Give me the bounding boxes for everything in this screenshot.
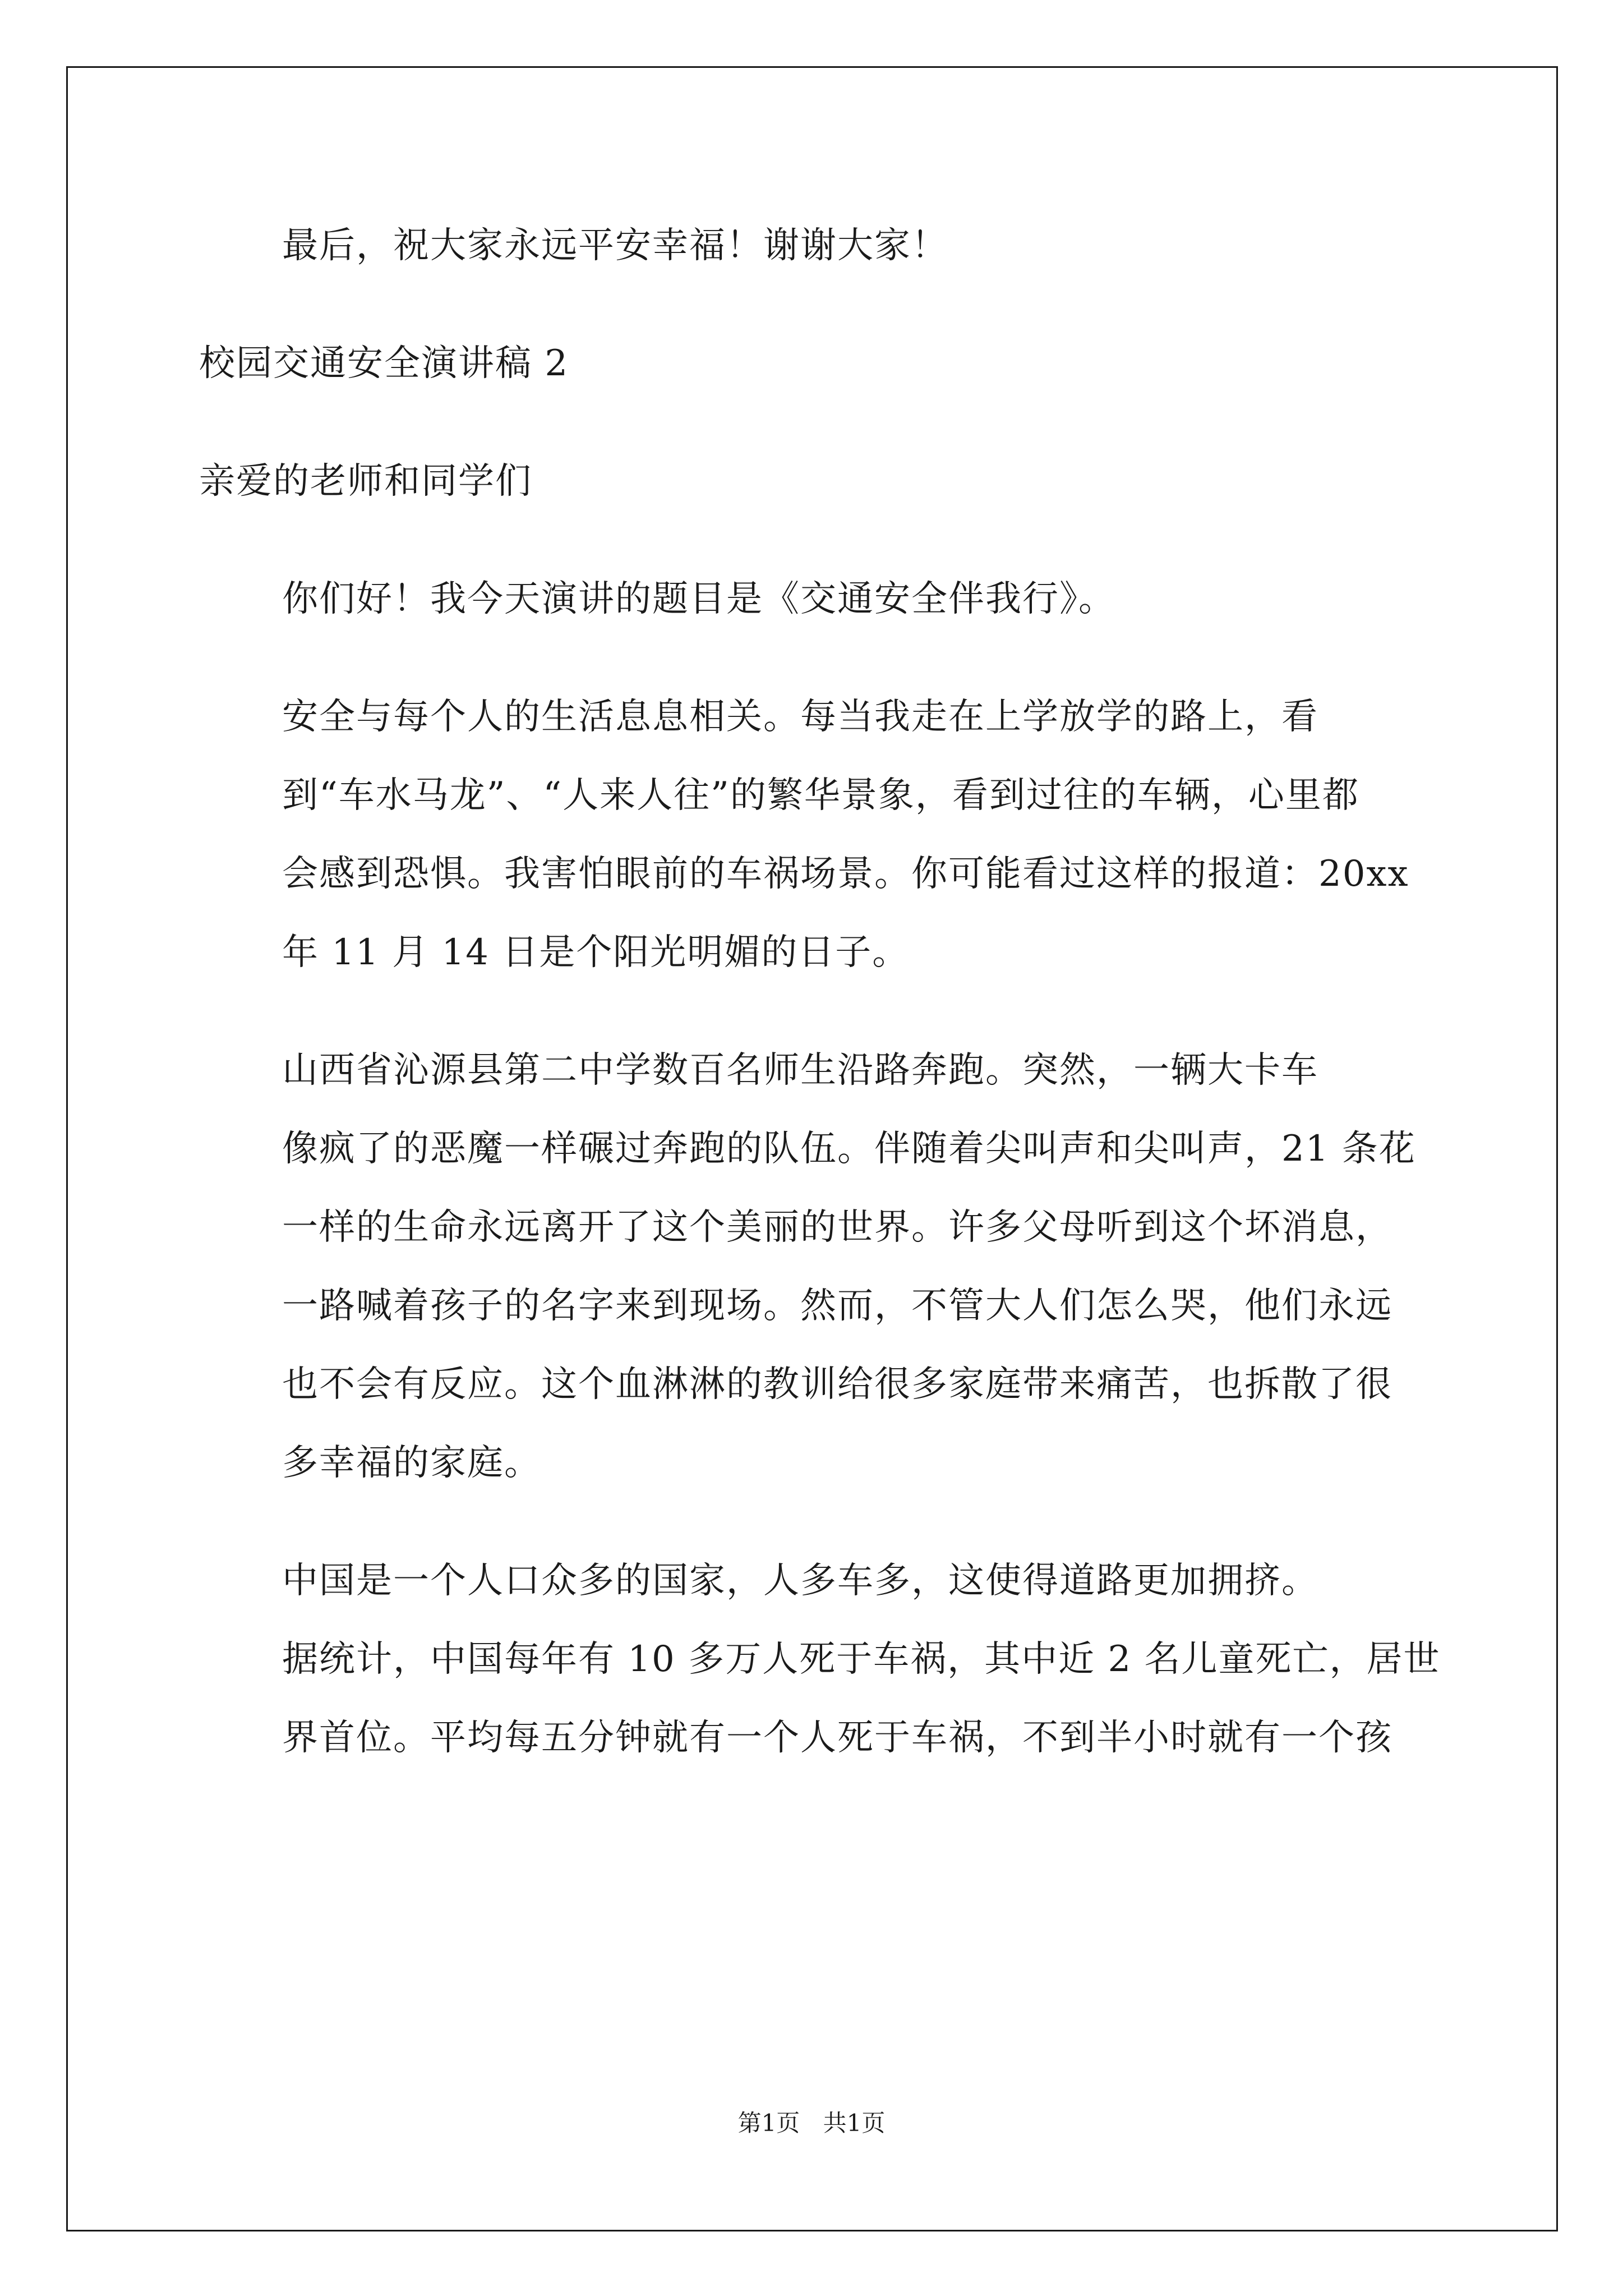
text-line: 年 11 月 14 日是个阳光明媚的日子。 [282,932,910,973]
text-line: 亲爱的老师和同学们 [199,461,532,502]
text-line: 中国是一个人口众多的国家，人多车多，这使得道路更加拥挤。 [282,1560,1318,1602]
text-line: 你们好！我今天演讲的题目是《交通安全伴我行》。 [282,578,1115,620]
text-line: 到“车水马龙”、“人来人往”的繁华景象，看到过往的车辆，心里都 [282,775,1359,816]
text-line: 据统计，中国每年有 10 多万人死于车祸，其中近 2 名儿童死亡，居世 [282,1639,1441,1680]
text-line: 校园交通安全演讲稿 2 [199,343,569,384]
text-line: 一样的生命永远离开了这个美丽的世界。许多父母听到这个坏消息， [282,1207,1393,1248]
text-line: 安全与每个人的生活息息相关。每当我走在上学放学的路上，看 [282,696,1318,738]
paragraph [199,560,1419,638]
document-body [199,206,1441,1816]
page-number: 第1页 [737,2109,800,2137]
text-line: 最后，祝大家永远平安幸福！谢谢大家！ [282,225,948,266]
paragraph [199,442,1419,521]
text-line: 像疯了的恶魔一样碾过奔跑的队伍。伴随着尖叫声和尖叫声，21 条花 [282,1128,1416,1170]
page-total: 共1页 [823,2109,886,2137]
paragraph [199,1542,1441,1777]
paragraph [199,206,1419,285]
paragraph [199,678,1419,992]
page-footer [0,2105,1623,2138]
text-line: 多幸福的家庭。 [282,1442,541,1484]
paragraph [199,1031,1419,1502]
text-line: 界首位。平均每五分钟就有一个人死于车祸，不到半小时就有一个孩 [282,1717,1393,1759]
paragraph [199,324,1419,403]
text-line: 一路喊着孩子的名字来到现场。然而，不管大人们怎么哭，他们永远 [282,1285,1393,1327]
text-line: 山西省沁源县第二中学数百名师生沿路奔跑。突然，一辆大卡车 [282,1050,1318,1091]
text-line: 会感到恐惧。我害怕眼前的车祸场景。你可能看过这样的报道：20xx [282,853,1409,895]
text-line: 也不会有反应。这个血淋淋的教训给很多家庭带来痛苦，也拆散了很 [282,1364,1393,1405]
